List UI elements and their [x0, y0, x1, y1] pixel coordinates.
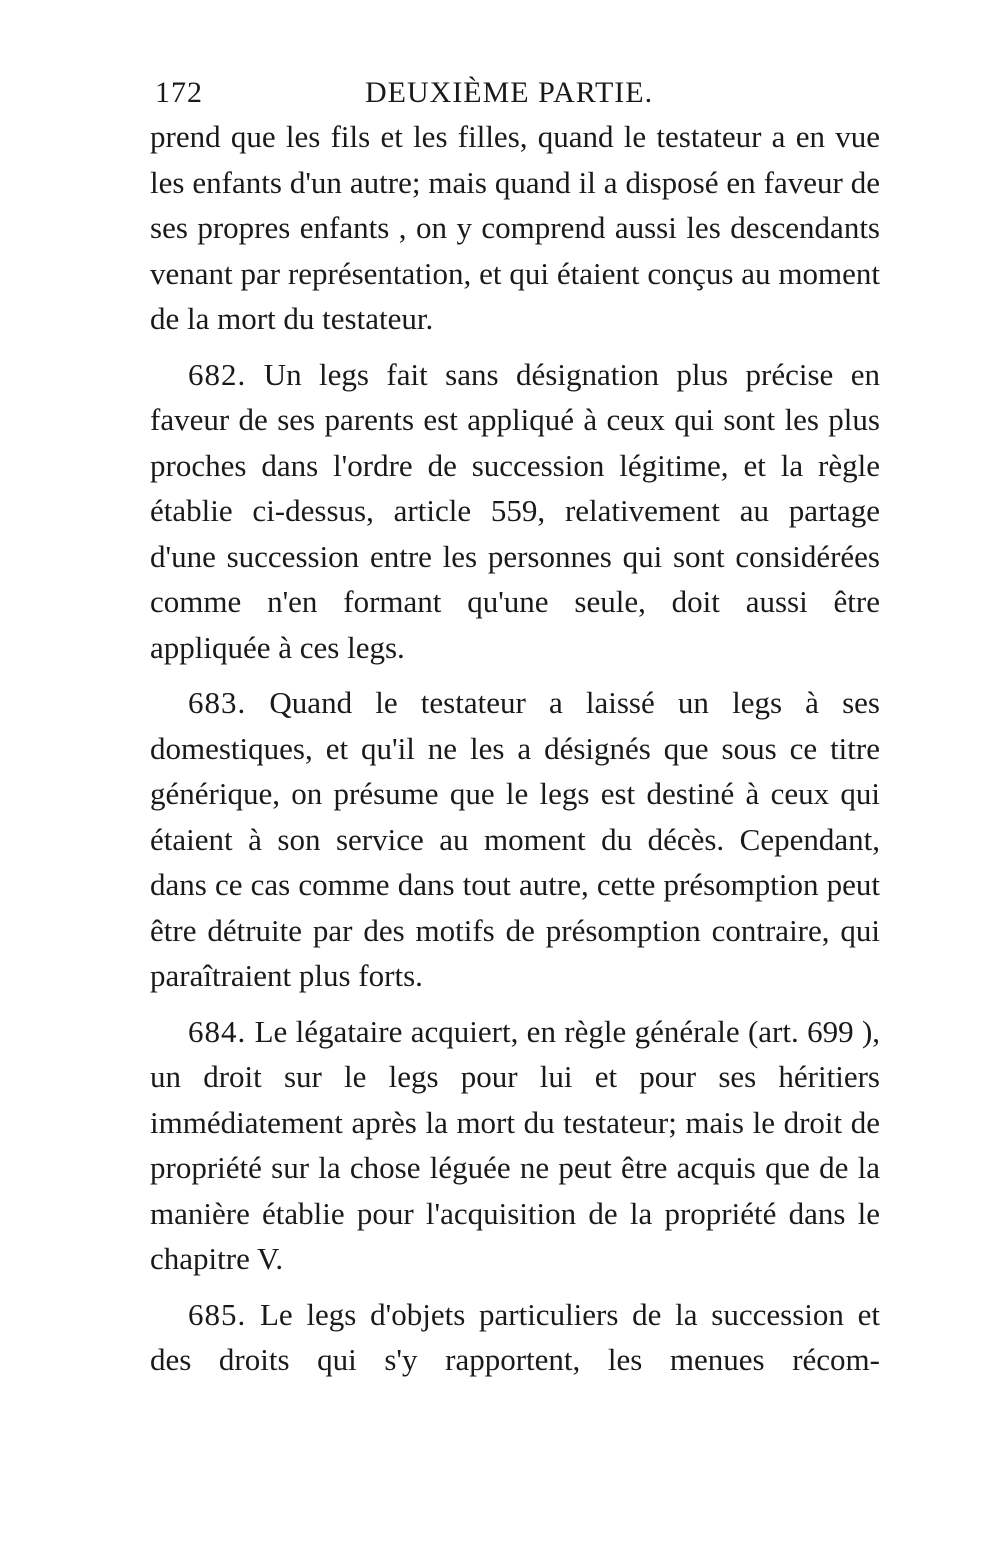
- continued-paragraph: prend que les fils et les filles, quand le testateur a en vue les enfants d'un autre; mais quand il a disposé en faveur de ses propres enfants , on y comprend aussi les descendants venant par représentation, et qui étaient conçus au moment de la mort du testateur.: [150, 119, 880, 336]
- article-text: Le légataire acquiert, en règle générale (art. 699 ), un droit sur le legs pour lui et pour ses héritiers immédiatement après la mort du testateur; mais le droit de propriété sur la chose léguée ne peut être acquis que de la manière établie pour l'acquisition de la propriété dans le chapitre V.: [150, 1013, 881, 1276]
- article-text: Quand le testateur a laissé un legs à ses domestiques, et qu'il ne les a désignés que sous ce titre générique, on présume que le legs est destiné à ceux qui étaient à son service au moment du décès. Cependant, dans ce cas comme dans tout autre, cette présomption peut être détruite par des motifs de présomption contraire, qui paraîtraient plus forts.: [150, 685, 880, 993]
- article-text: Un legs fait sans désignation plus précise en faveur de ses parents est appliqué à ceux qui sont les plus proches dans l'ordre de succession légitime, et la règle établie ci-dessus, article 559, relativement au partage d'une succession entre les personnes qui sont considérées comme n'en formant qu'une seule, doit aussi être appliquée à ces legs.: [150, 356, 881, 665]
- running-head: [150, 70, 880, 114]
- article-number: 684.: [188, 1013, 247, 1049]
- article-number: 682.: [188, 356, 247, 392]
- article-text: Le legs d'objets particuliers de la succession et des droits qui s'y rapportent, les menues récom-: [150, 1296, 880, 1377]
- book-page: [150, 70, 880, 1383]
- article-682: [150, 352, 880, 671]
- page-number: 172: [155, 76, 203, 109]
- section-title: DEUXIÈME PARTIE.: [365, 76, 654, 109]
- article-number: 683.: [188, 685, 247, 720]
- article-685: [150, 1292, 880, 1383]
- article-number: 685.: [188, 1296, 247, 1332]
- article-684: [150, 1009, 880, 1282]
- article-683: [150, 680, 880, 999]
